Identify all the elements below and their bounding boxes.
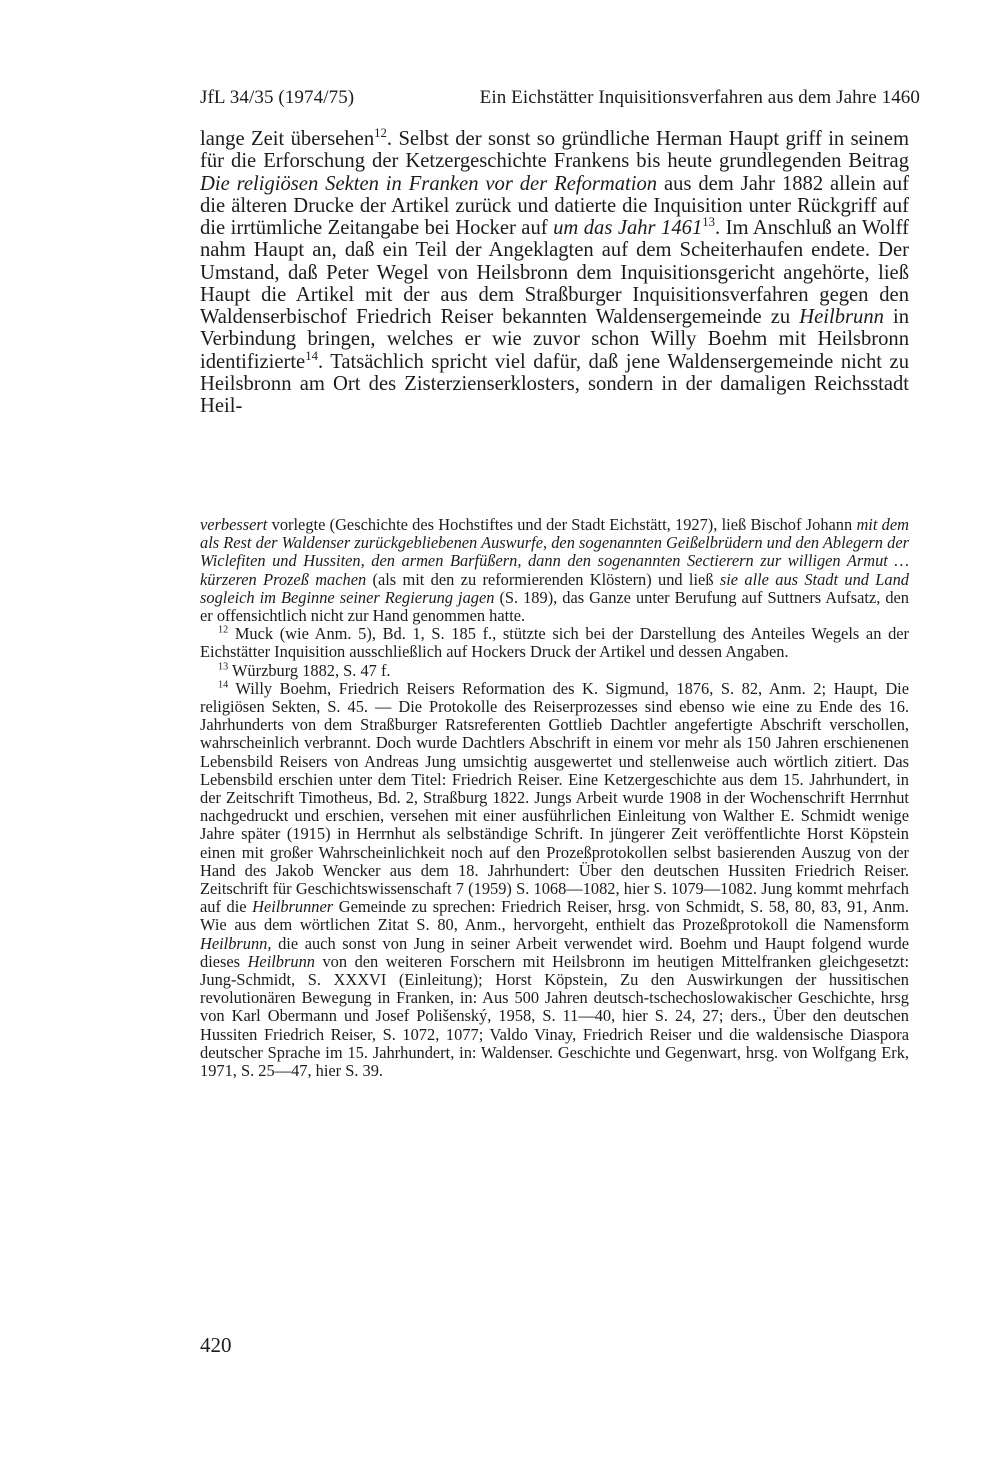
footnote-text: von den weiteren Forschern mit Heilsbronn im heutigen Mittelfranken gleichgesetzt: Jung-Schmidt, S. XXXVI (Einleitung); Horst Köpstein, Zu den Auswirkungen der hussitischen revolutionären Bewegung in Franken, in: Aus 500 Jahren deutsch-tschechoslowakischer Geschichte, hrsg von Karl Obermann und Josef Polišenský, 1958, S. 11—40, hier S. 24, 27; ders., Über den deutschen Hussiten Friedrich Reiser, S. 1072, 1077; Valdo Vinay, Friedrich Reiser und die waldensische Diaspora deutscher Sprache im 15. Jahrhundert, in: Waldenser. Geschichte und Gegenwart, hrsg. von Wolfgang Erk, 1971, S. 25—47, hier S. 39. (200, 951, 910, 1081)
main-text-segment: lange Zeit übersehen (200, 128, 375, 150)
footnote-number: 13 (218, 661, 229, 673)
footnote-text: (S. 189), das Ganze unter Berufung auf Suttners Aufsatz, den er offensichtlich nicht zur Hand genommen hatte. (200, 587, 909, 626)
footnote-text: (als mit den zu reformierenden Klöstern) und ließ (366, 569, 720, 589)
footnote-text: Willy Boehm, Friedrich Reisers Reformation des K. Sigmund, 1876, S. 82, Anm. 2; Haupt, Die religiösen Sekten, S. 45. — Die Protokolle des Reiserprozesses sind ebenso wie eine zu Ende des 16. Jahrhunderts von dem Straßburger Ratsreferenten Gottlieb Dachtler angefertigte Abschrift verschollen, wahrscheinlich verbrannt. Doch wurde Dachtlers Abschrift in einem vor mehr als 150 Jahren erschienenen Lebensbild Reisers von Andreas Jung umsichtig ausgewertet und stellenweise auch wörtlich zitiert. Das Lebensbild erschien unter dem Titel: Friedrich Reiser. Eine Ketzergeschichte aus dem 15. Jahrhundert, in der Zeitschrift Timotheus, Bd. 2, Straßburg 1822. Jungs Arbeit wurde 1908 in der Wochenschrift Herrnhut nachgedruckt und erschien, versehen mit einer ausführlichen Einleitung von Walther E. Schmidt wenige Jahre später (1915) in Herrnhut als selbständige Schrift. In jüngerer Zeit veröffentlichte Horst Köpstein einen mit großer Wahrscheinlichkeit noch auf den Prozeßprotokollen selbst basierenden Auszug von der Hand des Jakob Wencker aus dem 18. Jahrhundert: Über den deutschen Hussiten Friedrich Reiser. Zeitschrift für Geschichtswissenschaft 7 (1959) S. 1068—1082, hier S. 1079—1082. Jung kommt mehrfach auf die (200, 678, 909, 917)
footnote-number: 14 (218, 679, 229, 691)
footnote-12 (200, 625, 909, 661)
footnote-continuation (200, 516, 909, 625)
footnote-13 (200, 662, 909, 680)
footnote-ref-13[interactable]: 13 (702, 215, 716, 230)
main-text (200, 128, 909, 417)
main-text-segment: in Verbindung bringen, welches er wie zuvor schon Willy Boehm mit Heilsbronn identifizierte (200, 306, 909, 373)
main-text-segment: . Im Anschluß an Wolff nahm Haupt an, daß ein Teil der Angeklagten auf dem Scheiterhaufen endete. Der Umstand, daß Peter Wegel von Heilsbronn dem Inquisitionsgericht angehörte, ließ Haupt die Artikel mit der aus dem Straßburger Inquisitionsverfahren gegen den Waldenserbischof Friedrich Reiser bekannten Waldensergemeinde zu (200, 217, 909, 328)
main-text-segment: aus dem Jahr 1882 allein auf die älteren Drucke der Artikel zurück und datierte die Inquisition unter Rückgriff auf die irrtümliche Zeitangabe bei Hocker auf (200, 172, 909, 239)
footnote-text: Würzburg 1882, S. 47 f. (228, 660, 391, 680)
footnote-italic: Heilbrunn (247, 951, 315, 971)
footnote-ref-14[interactable]: 14 (305, 348, 318, 363)
footnote-text: vorlegte (Geschichte des Hochstiftes und der Stadt Eichstätt, 1927), ließ Bischof Johann (267, 515, 857, 534)
footnotes (200, 516, 909, 1080)
footnote-number: 12 (218, 624, 229, 636)
title-italic: Die religiösen Sekten in Franken vor der Reformation (200, 172, 658, 195)
footnote-italic: verbessert (200, 515, 268, 534)
running-head-title: Ein Eichstätter Inquisitionsverfahren aus dem Jahre 1460 (479, 87, 920, 108)
main-text-segment: . Tatsächlich spricht viel dafür, daß jene Waldensergemeinde nicht zu Heilsbronn am Ort des Zisterzienserklosters, sondern in der damaligen Reichsstadt Heil- (200, 350, 909, 417)
running-head-journal: JfL 34/35 (1974/75) (200, 87, 355, 108)
running-head (200, 86, 920, 110)
footnote-text: Muck (wie Anm. 5), Bd. 1, S. 185 f., stützte sich bei der Darstellung des Anteiles Wegels an der Eichstätter Inquisition ausschließlich auf Hockers Druck der Artikel und dessen Angaben. (200, 624, 909, 662)
main-text-segment: . Selbst der sonst so gründliche Herman Haupt griff in seinem für die Erforschung der Ketzergeschichte Frankens bis heute grundlegenden Beitrag (200, 128, 909, 173)
place-italic: Heilbrunn (799, 306, 884, 328)
footnote-text: Gemeinde zu sprechen: Friedrich Reiser, hrsg. von Schmidt, S. 58, 80, 83, 91, Anm. Wie aus dem wörtlichen Zitat S. 80, Anm., hervorgeht, enthielt das Prozeßprotokoll die Namensform (200, 897, 909, 935)
page-number: 420 (200, 1333, 232, 1357)
footnote-14 (200, 680, 909, 1080)
footnote-italic: mit dem als Rest der Waldenser zurückgebliebenen Auswurfe, den sogenannten Geißelbrüdern und den Ablegern der Wiclefiten und Hussiten, den armen Barfüßern, dann den sogenannten Sectierern zur willigen Armut … kürzeren Prozeß machen (200, 515, 909, 589)
footnote-ref-12[interactable]: 12 (374, 126, 387, 141)
footnote-italic: Heilbrunn, (200, 933, 272, 953)
footnote-text: die auch sonst von Jung in seiner Arbeit verwendet wird. Boehm und Haupt folgend wurde dieses (200, 933, 909, 971)
footnote-italic: sie alle aus Stadt und Land sogleich im Beginne seiner Regierung jagen (200, 569, 909, 607)
footnote-italic: Heilbrunner (252, 897, 334, 917)
quote-italic: um das Jahr 1461 (553, 217, 703, 239)
